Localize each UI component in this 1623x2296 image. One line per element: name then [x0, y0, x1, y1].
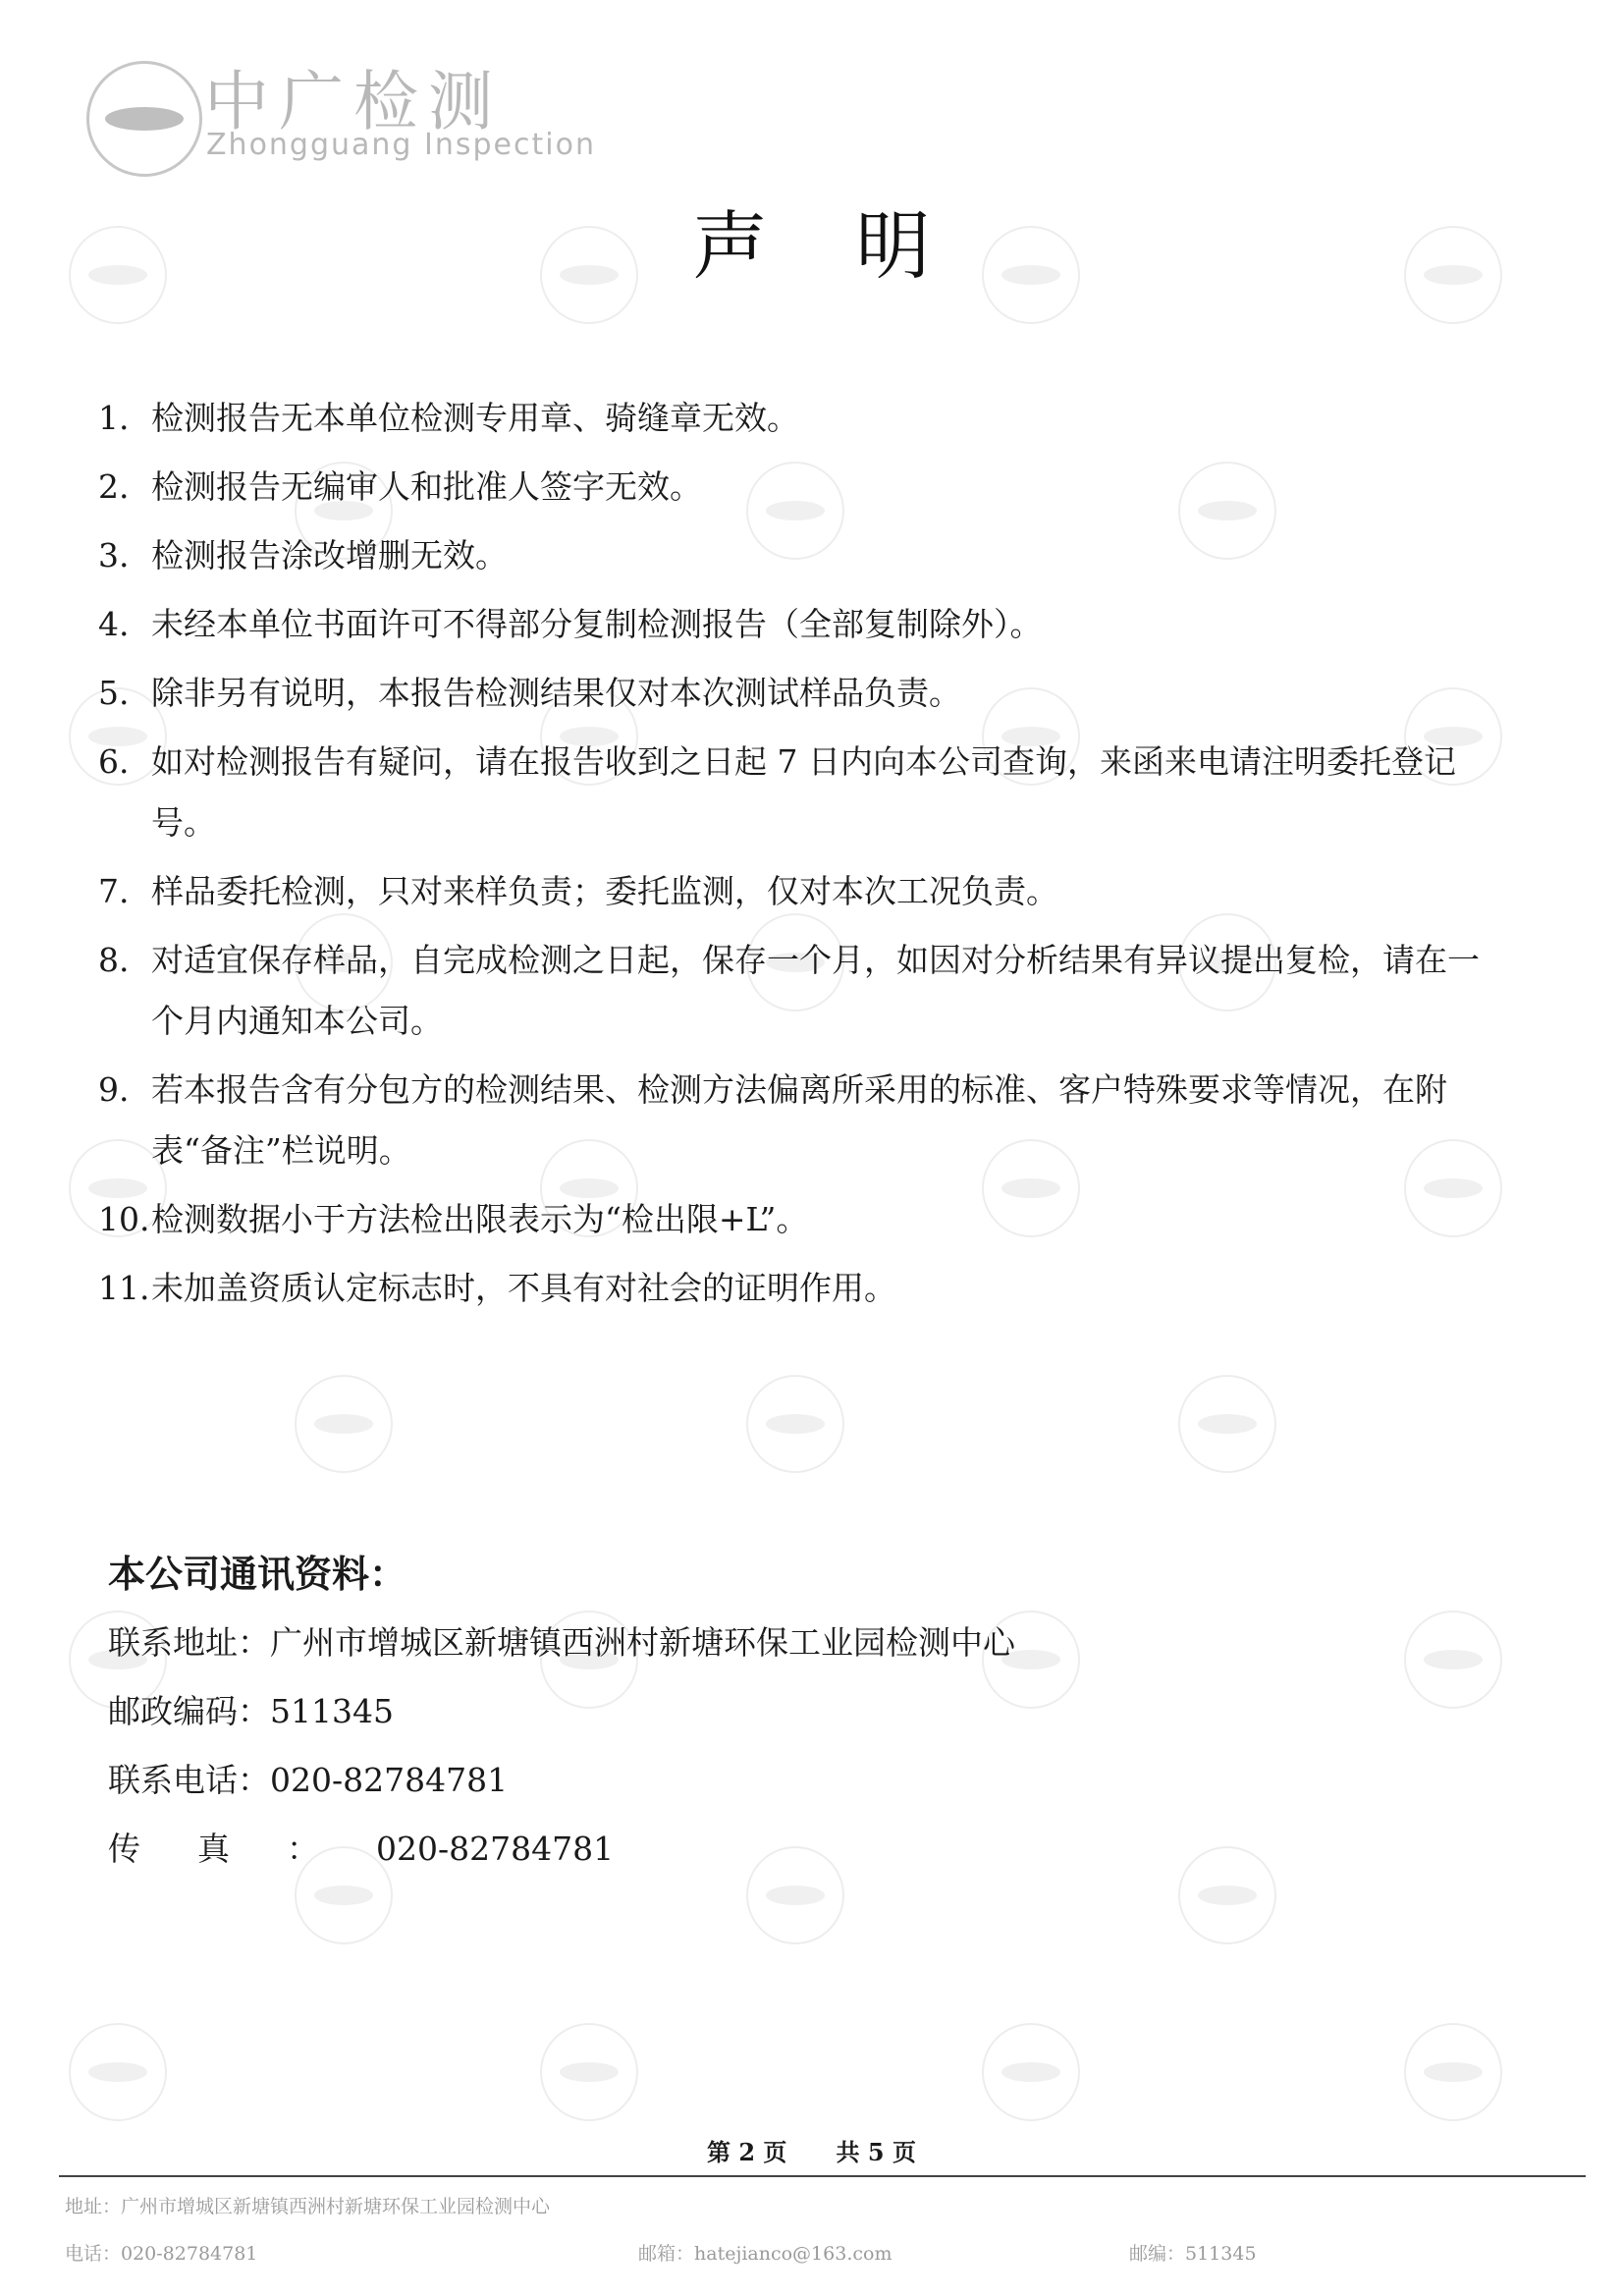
footer-address: 地址：广州市增城区新塘镇西洲村新塘环保工业园检测中心 — [65, 2196, 551, 2217]
list-item — [98, 732, 1492, 853]
list-item — [98, 594, 1492, 655]
item-number: 1. — [98, 399, 130, 437]
item-number: 10. — [98, 1200, 150, 1238]
contact-phone-row — [108, 1758, 1015, 1803]
list-item — [98, 1060, 1492, 1181]
logo-name-en: Zhongguang Inspection — [206, 128, 596, 162]
item-text: 样品委托检测，只对来样负责；委托监测，仅对本次工况负责。 — [151, 872, 1058, 910]
contact-heading: 本公司通讯资料： — [108, 1553, 407, 1596]
item-text: 对适宜保存样品，自完成检测之日起，保存一个月，如因对分析结果有异议提出复检，请在一个月内通知本公司。 — [151, 941, 1480, 1040]
footer-phone: 电话：020-82784781 — [65, 2243, 258, 2265]
contact-postcode-row — [108, 1689, 1015, 1734]
statement-list — [98, 388, 1492, 1327]
fax-label: 传真： — [108, 1830, 376, 1868]
postcode-value: 511345 — [270, 1692, 394, 1730]
item-number: 2. — [98, 467, 130, 506]
item-text: 检测报告无本单位检测专用章、骑缝章无效。 — [151, 399, 799, 437]
contact-fax-row — [108, 1827, 1015, 1872]
postcode-label: 邮政编码： — [108, 1692, 270, 1730]
page-number: 第 2 页 共 5 页 — [707, 2138, 916, 2166]
list-item — [98, 525, 1492, 586]
item-text: 除非另有说明，本报告检测结果仅对本次测试样品负责。 — [151, 674, 961, 712]
phone-value: 020-82784781 — [270, 1761, 509, 1799]
item-number: 3. — [98, 536, 130, 574]
list-item — [98, 1189, 1492, 1250]
footer-postcode: 邮编：511345 — [1129, 2243, 1257, 2265]
logo-emblem-icon — [86, 61, 202, 177]
footer-email: 邮箱：hatejianco@163.com — [638, 2243, 893, 2265]
phone-label: 联系电话： — [108, 1761, 270, 1799]
item-text: 未加盖资质认定标志时，不具有对社会的证明作用。 — [151, 1269, 896, 1307]
address-label: 联系地址： — [108, 1623, 270, 1662]
item-text: 未经本单位书面许可不得部分复制检测报告（全部复制除外）。 — [151, 605, 1043, 643]
item-number: 6. — [98, 742, 130, 781]
list-item — [98, 930, 1492, 1052]
page-title: 声明 — [692, 202, 1019, 290]
company-logo — [86, 49, 597, 177]
item-number: 8. — [98, 941, 130, 979]
item-text: 检测数据小于方法检出限表示为“检出限+L”。 — [151, 1200, 809, 1238]
footer-divider — [59, 2175, 1586, 2177]
item-number: 11. — [98, 1269, 150, 1307]
fax-value: 020-82784781 — [376, 1830, 615, 1868]
address-value: 广州市增城区新塘镇西洲村新塘环保工业园检测中心 — [270, 1623, 1015, 1662]
item-number: 4. — [98, 605, 130, 643]
item-number: 9. — [98, 1070, 130, 1109]
item-number: 7. — [98, 872, 130, 910]
contact-info — [108, 1620, 1015, 1895]
item-number: 5. — [98, 674, 130, 712]
item-text: 检测报告涂改增删无效。 — [151, 536, 508, 574]
item-text: 若本报告含有分包方的检测结果、检测方法偏离所采用的标准、客户特殊要求等情况，在附表“备注”栏说明。 — [151, 1070, 1447, 1170]
item-text: 检测报告无编审人和批准人签字无效。 — [151, 467, 702, 506]
list-item — [98, 861, 1492, 922]
list-item — [98, 457, 1492, 518]
list-item — [98, 1258, 1492, 1319]
item-text: 如对检测报告有疑问，请在报告收到之日起 7 日内向本公司查询，来函来电请注明委托登记号。 — [151, 742, 1456, 842]
contact-address-row — [108, 1620, 1015, 1666]
logo-name-cn: 中广检测 — [204, 64, 503, 139]
list-item — [98, 663, 1492, 724]
list-item — [98, 388, 1492, 449]
